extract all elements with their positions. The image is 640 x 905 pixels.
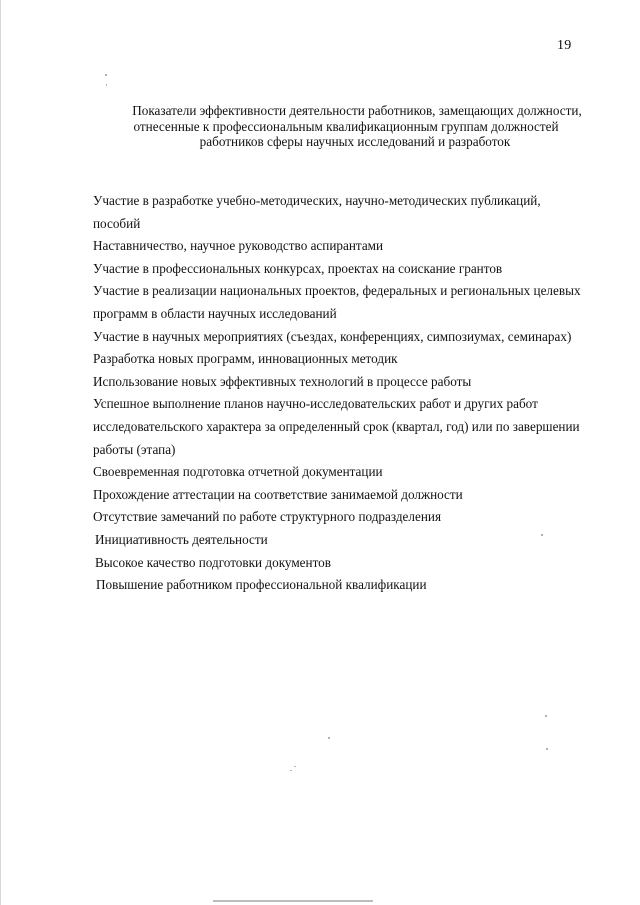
list-item: Разработка новых программ, инновационных методик [93, 351, 398, 367]
page-number: 19 [557, 38, 572, 53]
heading-line: Показатели эффективности деятельности работников, замещающих должности, [132, 103, 582, 118]
scan-speck [290, 770, 292, 771]
list-item: Прохождение аттестации на соответствие занимаемой должности [93, 486, 463, 502]
list-item: Успешное выполнение планов научно-исследовательских работ и других работ [93, 396, 538, 412]
scan-speck [328, 737, 330, 739]
list-item: Участие в научных мероприятиях (съездах, конференциях, симпозиумах, семинарах) [93, 328, 572, 344]
list-item: Участие в профессиональных конкурсах, проектах на соискание грантов [93, 260, 503, 276]
heading-line: работников сферы научных исследований и разработок [199, 134, 511, 149]
list-item: исследовательского характера за определенный срок (квартал, год) или по завершении [93, 418, 580, 434]
list-item: Инициативность деятельности [95, 531, 268, 547]
list-item: Отсутствие замечаний по работе структурного подразделения [93, 509, 442, 525]
list-item: Повышение работником профессиональной квалификации [96, 577, 427, 593]
scan-speck [541, 534, 543, 536]
scan-speck [106, 84, 107, 86]
list-item: Наставничество, научное руководство аспирантами [93, 238, 384, 254]
list-item: пособий [93, 215, 141, 231]
heading-line: отнесенные к профессиональным квалификационным группам должностей [133, 118, 559, 134]
list-item: Своевременная подготовка отчетной документации [93, 464, 383, 480]
list-item: Участие в реализации национальных проектов, федеральных и региональных целевых [93, 283, 581, 299]
list-item: Высокое качество подготовки документов [95, 554, 331, 570]
list-item: Участие в разработке учебно-методических, научно-методических публикаций, [93, 193, 541, 208]
scan-edge-line [213, 900, 373, 902]
scan-speck [294, 766, 296, 767]
list-item: работы (этапа) [93, 441, 176, 457]
scan-speck [105, 74, 107, 76]
indicator-list [93, 190, 593, 597]
scan-speck [545, 715, 547, 717]
list-item: программ в области научных исследований [93, 305, 337, 321]
list-item: Использование новых эффективных технологий в процессе работы [93, 373, 472, 389]
scan-speck [546, 748, 548, 750]
document-heading [61, 103, 631, 150]
